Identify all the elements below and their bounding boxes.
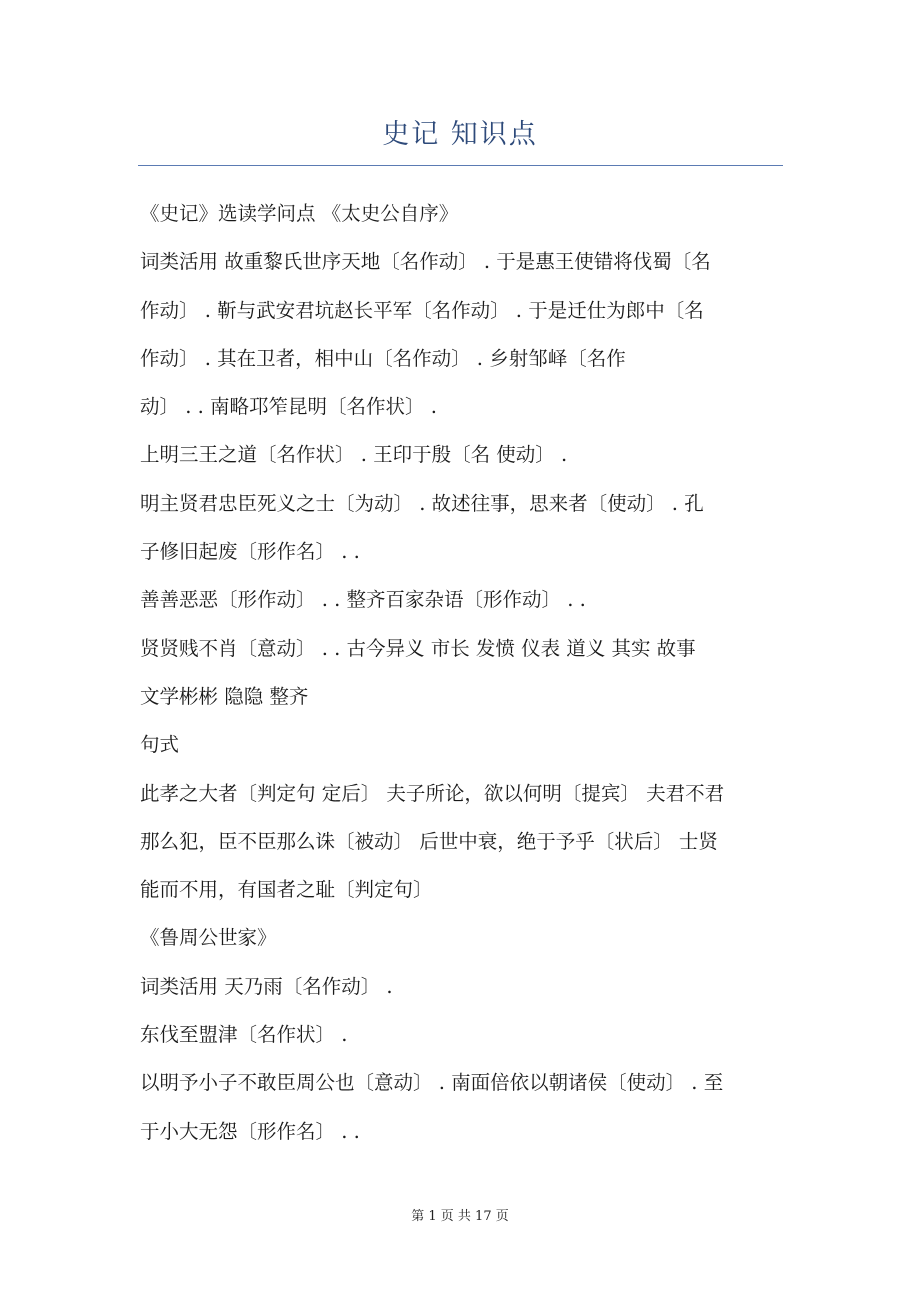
text-line: 此孝之大者〔判定句 定后〕 夫子所论，欲以何明〔提宾〕 夫君不君 — [140, 781, 725, 805]
text-line: 能而不用，有国者之耻〔判定句〕 — [140, 878, 433, 902]
text-line: 子修旧起废〔形作名〕 . . — [140, 540, 360, 564]
text-line: 善善恶恶〔形作动〕 . . 整齐百家杂语〔形作动〕 . . — [140, 588, 586, 612]
text-line: 明主贤君忠臣死义之士〔为动〕 . 故述往事，思来者〔使动〕 . 孔 — [140, 491, 704, 515]
text-line: 文学彬彬 隐隐 整齐 — [140, 684, 309, 708]
text-line: 上明三王之道〔名作状〕 . 王印于殷〔名 使动〕 . — [140, 443, 568, 467]
text-line: 于小大无怨〔形作名〕 . . — [140, 1119, 360, 1143]
text-line: 作动〕 . 其在卫者，相中山〔名作动〕 . 乡射邹峄〔名作 — [140, 346, 626, 370]
text-line: 东伐至盟津〔名作状〕 . — [140, 1023, 348, 1047]
page-footer: 第 1 页 共 17 页 — [411, 1209, 509, 1224]
document-body — [140, 190, 785, 1156]
text-line: 那么犯，臣不臣那么诛〔被动〕 后世中衰，绝于予乎〔状后〕 士贤 — [140, 829, 718, 853]
text-line: 以明予小子不敢臣周公也〔意动〕 . 南面倍依以朝诸侯〔使动〕 . 至 — [140, 1071, 724, 1095]
text-line: 作动〕 . 靳与武安君坑赵长平军〔名作动〕 . 于是迁仕为郎中〔名 — [140, 298, 704, 322]
section-heading: 《鲁周公世家》 — [140, 926, 277, 950]
text-line: 词类活用 故重黎氏世序天地〔名作动〕 . 于是惠王使错将伐蜀〔名 — [140, 250, 711, 274]
text-line: 词类活用 天乃雨〔名作动〕 . — [140, 974, 393, 998]
text-line: 动〕 . . 南略邛笮昆明〔名作状〕 . — [140, 395, 437, 419]
section-heading: 句式 — [140, 733, 180, 757]
title-rule — [138, 165, 783, 166]
text-line: 《史记》选读学问点 《太史公自序》 — [140, 202, 459, 225]
page-title: 史记 知识点 — [382, 119, 538, 150]
text-line: 贤贤贱不肖〔意动〕 . . 古今异义 市长 发愤 仪表 道义 其实 故事 — [140, 636, 696, 660]
